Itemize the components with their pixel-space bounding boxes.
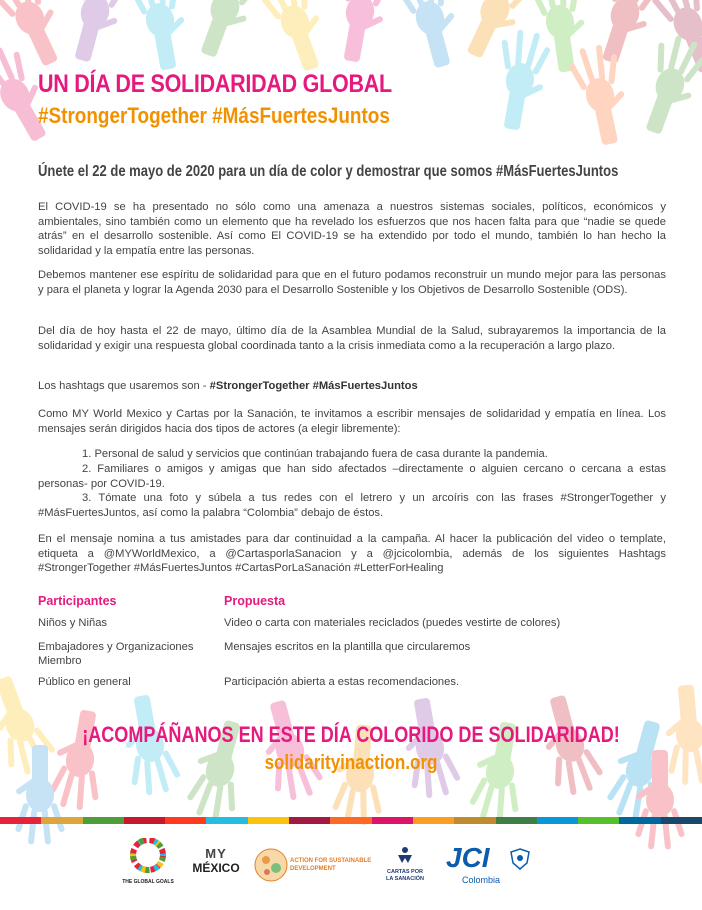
hashtags-prefix: Los hashtags que usaremos son - bbox=[38, 380, 210, 392]
stripe-segment bbox=[537, 817, 578, 824]
myworld-bottom-text: MÉXICO bbox=[192, 861, 240, 875]
stripe-segment bbox=[289, 817, 330, 824]
global-goals-logo bbox=[118, 838, 178, 888]
stripe-segment bbox=[165, 817, 206, 824]
action-sustainable-development-logo bbox=[254, 848, 374, 886]
list-item-1: 1. Personal de salud y servicios que continúan trabajando fuera de casa durante la pandemia. bbox=[82, 448, 548, 460]
stripe-segment bbox=[496, 817, 537, 824]
table-cell: Participación abierta a estas recomendaciones. bbox=[224, 676, 460, 688]
list-item-2: 2. Familiares o amigos y amigas que han sido afectados –directamente o alguien cercano o cercana a estas personas- por COVID-19. bbox=[38, 463, 666, 490]
stripe-segment bbox=[206, 817, 247, 824]
website-link[interactable]: solidarityinaction.org bbox=[264, 752, 438, 774]
afsd-line2: DEVELOPMENT bbox=[290, 866, 336, 872]
paragraph-tagging: En el mensaje nomina a tus amistades para dar continuidad a la campaña. Al hacer la publicación del video o template, etiqueta a @MYWorldMexico, a @CartasporlaSanacion y a @jcicolombia, además de los siguientes Hashtags #StrongerTogether #MásFuertesJuntos #CartasPorLaSanación #LetterForHealing bbox=[38, 533, 666, 575]
stripe-segment bbox=[83, 817, 124, 824]
paragraph-3: Del día de hoy hasta el 22 de mayo, último día de la Asamblea Mundial de la Salud, subrayaremos la importancia de la solidaridad y exigir una respuesta global coordinada tanto a la crisis inmediata como a la recuperación a largo plazo. bbox=[38, 325, 666, 352]
sdg-wheel-icon bbox=[118, 838, 178, 874]
global-goals-text: THE GLOBAL GOALS bbox=[122, 879, 174, 885]
stripe-segment bbox=[454, 817, 495, 824]
hashtags-bold: #StrongerTogether #MásFuertesJuntos bbox=[209, 380, 418, 392]
table-cell: Mensajes escritos en la plantilla que circularemos bbox=[224, 641, 471, 653]
call-to-action: ¡ACOMPÁÑANOS EN ESTE DÍA COLORIDO DE SOLIDARIDAD! bbox=[82, 722, 620, 747]
header-hashtags: #StrongerTogether #MásFuertesJuntos bbox=[38, 103, 390, 128]
paragraph-invitation: Como MY World Mexico y Cartas por la Sanación, te invitamos a escribir mensajes de solidaridad y empatía en línea. Los mensajes serán dirigidos hacia dos tipos de actores (a elegir libremente): bbox=[38, 408, 666, 435]
table-header-proposal: Propuesta bbox=[224, 594, 286, 608]
jci-text: JCI bbox=[446, 842, 490, 873]
myworld-top-text: MY bbox=[205, 846, 227, 861]
paragraph-hashtags bbox=[38, 379, 666, 394]
stripe-segment bbox=[578, 817, 619, 824]
table-cell: Niños y Niñas bbox=[38, 617, 108, 629]
sdg-color-stripe bbox=[0, 817, 702, 824]
afsd-globe-icon bbox=[254, 848, 288, 882]
list-item-3: 3. Tómate una foto y súbela a tus redes con el letrero y un arcoíris con las frases #StrongerTogether y #MásFuertesJuntos, así como la palabra “Colombia” debajo de éstos. bbox=[38, 492, 666, 519]
cartas-por-la-sanacion-logo bbox=[378, 846, 432, 883]
table-cell: Video o carta con materiales reciclados (puedes vestirte de colores) bbox=[224, 617, 561, 629]
jci-colombia-logo bbox=[444, 842, 544, 888]
jci-subtitle: Colombia bbox=[462, 875, 501, 885]
afsd-line1: ACTION FOR SUSTAINABLE bbox=[290, 858, 372, 864]
cartas-line2: LA SANACIÓN bbox=[386, 876, 424, 882]
paragraph-2: Debemos mantener ese espíritu de solidaridad para que en el futuro podamos reconstruir un mundo mejor para las personas y para el planeta y lograr la Agenda 2030 para el Desarrollo Sostenible y los Objetivos de Desarrollo Sostenible (ODS). bbox=[38, 269, 666, 296]
page-title: UN DÍA DE SOLIDARIDAD GLOBAL bbox=[38, 70, 392, 98]
stripe-segment bbox=[372, 817, 413, 824]
stripe-segment bbox=[248, 817, 289, 824]
paragraph-1: El COVID-19 se ha presentado no sólo como una amenaza a nuestros sistemas sociales, políticos, económicos y ambientales, sino también como un elemento que ha revelado los esfuerzos que nos hacen falta para que “nadie se quede atrás” en el desarrollo sostenible. Así como El COVID-19 se ha extendido por todo el mundo, también lo han hecho la solidaridad y la empatía entre las personas. bbox=[38, 201, 666, 257]
stripe-segment bbox=[41, 817, 82, 824]
stripe-segment bbox=[413, 817, 454, 824]
stripe-segment bbox=[0, 817, 41, 824]
stripe-segment bbox=[661, 817, 702, 824]
stripe-segment bbox=[330, 817, 371, 824]
lead-sentence: Únete el 22 de mayo de 2020 para un día de color y demostrar que somos #MásFuertesJuntos bbox=[38, 163, 619, 180]
cartas-figure-icon bbox=[395, 846, 415, 864]
table-header-participants: Participantes bbox=[38, 594, 117, 608]
cartas-line1: CARTAS POR bbox=[387, 869, 423, 875]
table-cell: Público en general bbox=[38, 676, 131, 688]
stripe-segment bbox=[619, 817, 660, 824]
table-cell: Embajadores y Organizaciones Miembro bbox=[38, 641, 194, 667]
stripe-segment bbox=[124, 817, 165, 824]
jci-shield-icon bbox=[510, 848, 530, 870]
myworld-mexico-logo bbox=[190, 846, 242, 875]
